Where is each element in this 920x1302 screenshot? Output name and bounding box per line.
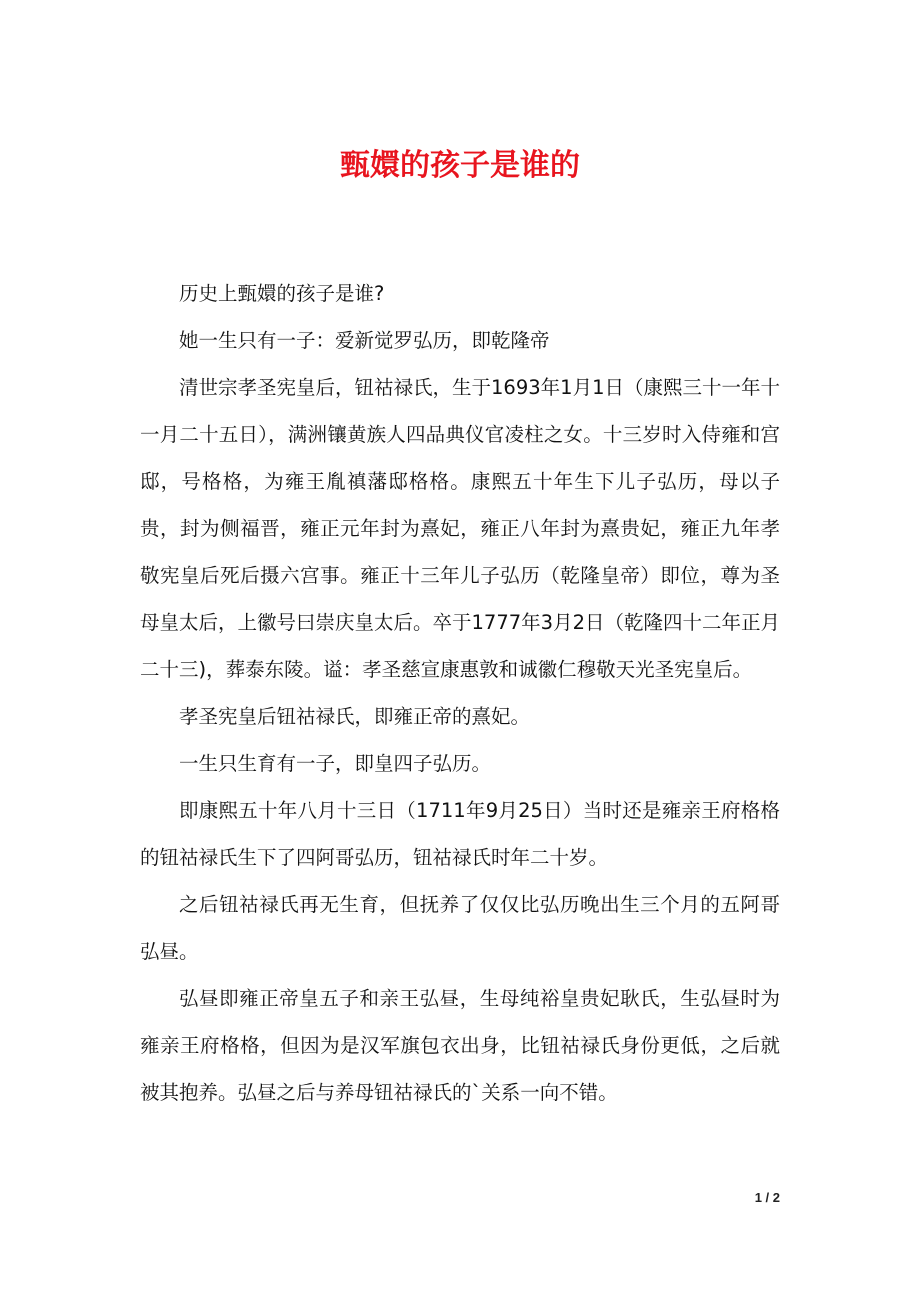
- paragraph: 一生只生育有一子，即皇四子弘历。: [179, 752, 492, 775]
- paragraph: 弘昼即雍正帝皇五子和亲王弘昼，生母纯裕皇贵妃耿氏，生弘昼时为雍亲王府格格，但因为是汉军旗包衣出身，比钮祜禄氏身份更低，之后就被其抱养。弘昼之后与养母钮祜禄氏的`关系一向不错。: [140, 987, 780, 1104]
- paragraph: 清世宗孝圣宪皇后，钮祜禄氏，生于1693年1月1日（康熙三十一年十一月二十五日），满洲镶黄族人四品典仪官凌柱之女。十三岁时入侍雍和宫邸，号格格，为雍王胤禛藩邸格格。康熙五十年生下儿子弘历，母以子贵，封为侧福晋，雍正元年封为熹妃，雍正八年封为熹贵妃，雍正九年孝敬宪皇后死后摄六宫事。雍正十三年儿子弘历（乾隆皇帝）即位，尊为圣母皇太后，上徽号曰崇庆皇太后。卒于1777年3月2日（乾隆四十二年正月二十三)，葬泰东陵。谥：孝圣慈宣康惠敦和诚徽仁穆敬天光圣宪皇后。: [140, 376, 780, 681]
- paragraph: 历史上甄嬛的孩子是谁?: [179, 282, 385, 305]
- paragraph: 即康熙五十年八月十三日（1711年9月25日）当时还是雍亲王府格格的钮祜禄氏生下了四阿哥弘历，钮祜禄氏时年二十岁。: [140, 799, 780, 869]
- paragraph: 孝圣宪皇后钮祜禄氏，即雍正帝的熹妃。: [179, 705, 531, 728]
- paragraph: 之后钮祜禄氏再无生育，但抚养了仅仅比弘历晚出生三个月的五阿哥弘昼。: [140, 893, 780, 963]
- document-body: [140, 270, 780, 1116]
- page-number: 1 / 2: [754, 1190, 780, 1205]
- paragraph: 她一生只有一子：爱新觉罗弘历，即乾隆帝: [179, 329, 550, 352]
- document-title: 甄嬛的孩子是谁的: [340, 148, 580, 183]
